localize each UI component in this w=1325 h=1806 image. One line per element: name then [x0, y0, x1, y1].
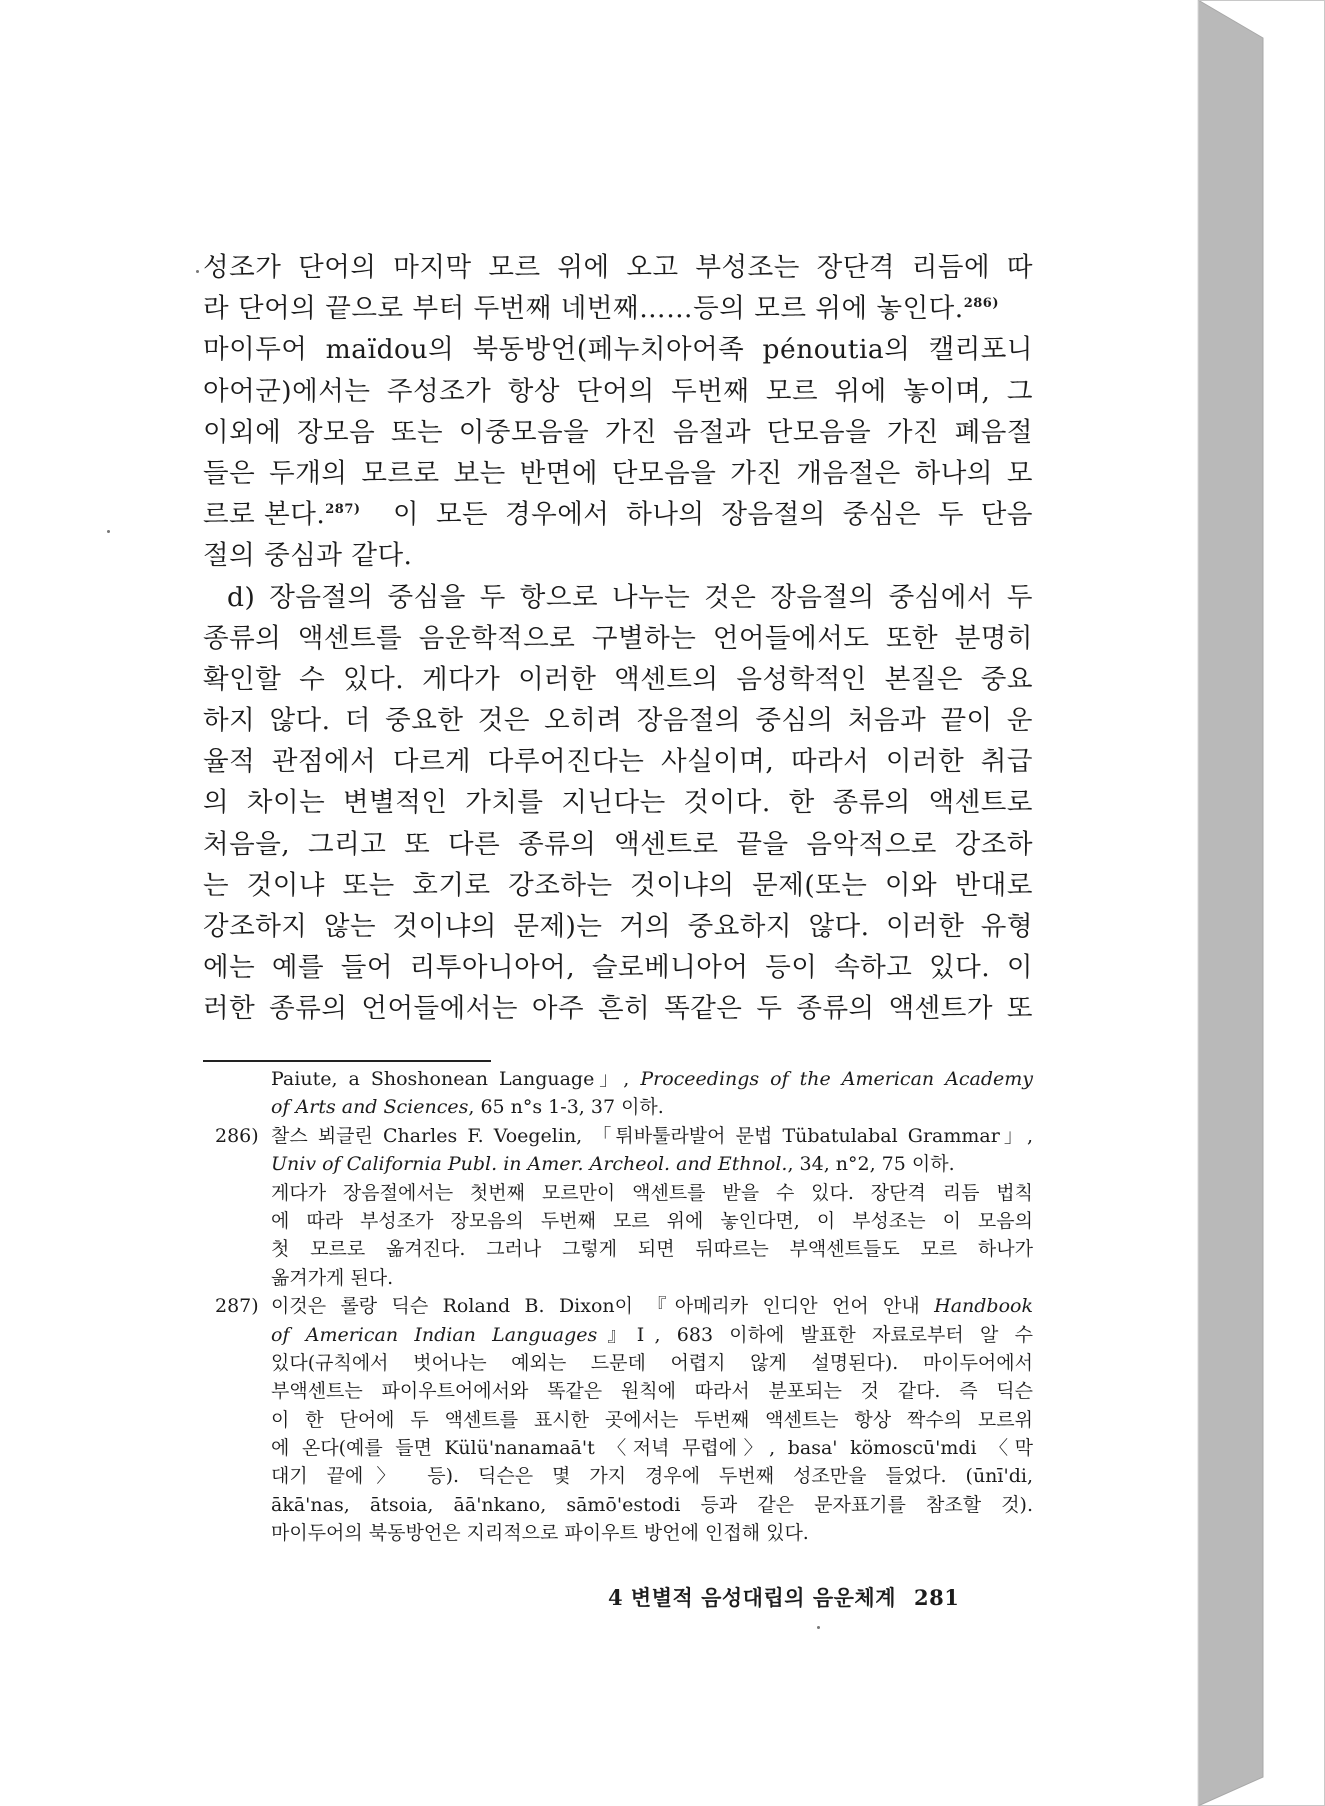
- footnote-line: [215, 1093, 1033, 1121]
- footnote-line: 첫 모르로 옮겨진다. 그러나 그렇게 되면 뒤따르는 부액센트들도 모르 하나가: [271, 1238, 1033, 1261]
- book-title: of American Indian Languages: [271, 1323, 598, 1346]
- footnote-line: [215, 1065, 1033, 1093]
- text-fragment: 』Ⅰ, 683 이하에 발표한 자료로부터 알 수: [597, 1323, 1033, 1346]
- text-line: [203, 288, 1033, 329]
- text-line: d) 장음절의 중심을 두 항으로 나누는 것은 장음절의 중심에서 두: [227, 581, 1033, 613]
- footnote-line: 대기 끝에〉 등). 딕슨은 몇 가지 경우에 두번째 성조만을 들었다. (ūnī'di,: [271, 1465, 1033, 1488]
- footnote-number: 286): [215, 1124, 259, 1147]
- text-line: 들은 두개의 모르로 보는 반면에 단모음을 가진 개음절은 하나의 모: [203, 457, 1033, 489]
- text-line: 러한 종류의 언어들에서는 아주 흔히 똑같은 두 종류의 액센트가 또: [203, 993, 1033, 1025]
- footnote-line: [215, 1150, 1033, 1178]
- text-line: 성조가 단어의 마지막 모르 위에 오고 부성조는 장단격 리듬에 따: [203, 252, 1033, 283]
- text-line: 아어군)에서는 주성조가 항상 단어의 두번째 모르 위에 놓이며, 그: [203, 375, 1033, 407]
- scan-speck: [107, 530, 110, 533]
- text-fragment: , 65 n°s 1-3, 37 이하.: [468, 1096, 664, 1119]
- footnote-number: 287): [215, 1295, 259, 1318]
- text-fragment: 라 단어의 끝으로 부터 두번째 네번째……등의 모르 위에 놓인다.: [203, 293, 964, 325]
- footnote-line: 에 따라 부성조가 장모음의 두번째 모르 위에 놓인다면, 이 부성조는 이 모음의: [271, 1209, 1033, 1232]
- footnote-line: ākā'nas, ātsoia, āā'nkano, sāmō'estodi 등과 같은 문자표기를 참조할 것).: [271, 1493, 1033, 1516]
- footnote-line: 옮겨가게 된다.: [271, 1266, 394, 1289]
- footnote-ref-286: 286): [963, 296, 999, 312]
- footnote-line: 이 한 단어에 두 액센트를 표시한 곳에서는 두번째 액센트는 항상 짝수의 모르위: [271, 1408, 1033, 1431]
- scan-speck: [817, 1626, 820, 1629]
- text-line: 에는 예를 들어 리투아니아어, 슬로베니아어 등이 속하고 있다. 이: [203, 952, 1033, 984]
- main-text: [203, 247, 1033, 1030]
- footnotes: [215, 1065, 1033, 1548]
- running-head: 4 변별적 음성대립의 음운체계: [608, 1585, 896, 1610]
- footnote-line: 게다가 장음절에서는 첫번째 모르만이 액센트를 받을 수 있다. 장단격 리듬 법칙: [271, 1181, 1033, 1204]
- text-line: 마이두어 maïdou의 북동방언(페누치아어족 pénoutia의 캘리포니: [203, 334, 1033, 366]
- text-fragment-b: 이 모든 경우에서 하나의 장음절의 중심은 두 단음: [393, 499, 1033, 531]
- footnote-line: [215, 1321, 1033, 1349]
- text-fragment-a: 르로 본다.: [203, 499, 326, 531]
- page-number: 281: [913, 1585, 960, 1610]
- journal-title: of Arts and Sciences: [271, 1096, 469, 1119]
- footnote-line: 마이두어의 북동방언은 지리적으로 파이우트 방언에 인접해 있다.: [271, 1522, 809, 1545]
- text-fragment: [271, 1292, 1033, 1320]
- text-line: 확인할 수 있다. 게다가 이러한 액센트의 음성학적인 본질은 중요: [203, 663, 1033, 695]
- text-fragment: , 34, n°2, 75 이하.: [787, 1153, 955, 1176]
- text-line: 의 차이는 변별적인 가치를 지닌다는 것이다. 한 종류의 액센트로: [203, 787, 1033, 819]
- page-footer: [608, 1582, 1018, 1612]
- text-line: 하지 않다. 더 중요한 것은 오히려 장음절의 중심의 처음과 끝이 운: [203, 705, 1033, 737]
- text-fragment: [203, 494, 361, 535]
- footnote-287: [215, 1292, 1033, 1320]
- text-line: 처음을, 그리고 또 다른 종류의 액센트로 끝을 음악적으로 강조하: [203, 828, 1033, 860]
- text-fragment: 찰스 뵈글린 Charles F. Voegelin, 「튀바툴라발어 문법 Tübatulabal Grammar」,: [271, 1124, 1033, 1147]
- text-line: 절의 중심과 같다.: [203, 540, 413, 572]
- text-fragment: Paiute, a Shoshonean Language」,: [271, 1068, 641, 1090]
- text-line: 강조하지 않는 것이냐의 문제)는 거의 중요하지 않다. 이러한 유형: [203, 911, 1033, 942]
- footnote-line: 에 온다(예를 들면 Külü'nanamaā't 〈저녁 무렵에〉, basa' kömoscū'mdi 〈막: [271, 1437, 1033, 1460]
- journal-title: Proceedings of the American Academy: [640, 1068, 1034, 1090]
- text-line: 이외에 장모음 또는 이중모음을 가진 음절과 단모음을 가진 폐음절: [203, 416, 1033, 448]
- journal-title: Univ of California Publ. in Amer. Archeol. and Ethnol.: [271, 1153, 788, 1176]
- book-title: Handbook: [934, 1295, 1033, 1318]
- text-line: 율적 관점에서 다르게 다루어진다는 사실이며, 따라서 이러한 취급: [203, 746, 1033, 778]
- footnote-line: 있다(규칙에서 벗어나는 예외는 드문데 어렵지 않게 설명된다). 마이두어에서: [271, 1351, 1033, 1374]
- text-line: 종류의 액센트를 음운학적으로 구별하는 언어들에서도 또한 분명히: [203, 622, 1033, 654]
- footnote-286: [215, 1122, 1033, 1150]
- text-line: 는 것이냐 또는 호기로 강조하는 것이냐의 문제(또는 이와 반대로: [203, 869, 1033, 901]
- footnote-rule: [203, 1060, 491, 1062]
- text-line: [203, 494, 1033, 535]
- scan-speck: [196, 270, 199, 273]
- footnote-line: 부액센트는 파이우트어에서와 똑같은 원칙에 따라서 분포되는 것 같다. 즉 딕슨: [271, 1380, 1033, 1403]
- text-fragment-a: 이것은 롤랑 딕슨 Roland B. Dixon이 『아메리카 인디안 언어 안내: [271, 1295, 935, 1318]
- footnote-ref-287: 287): [325, 502, 361, 518]
